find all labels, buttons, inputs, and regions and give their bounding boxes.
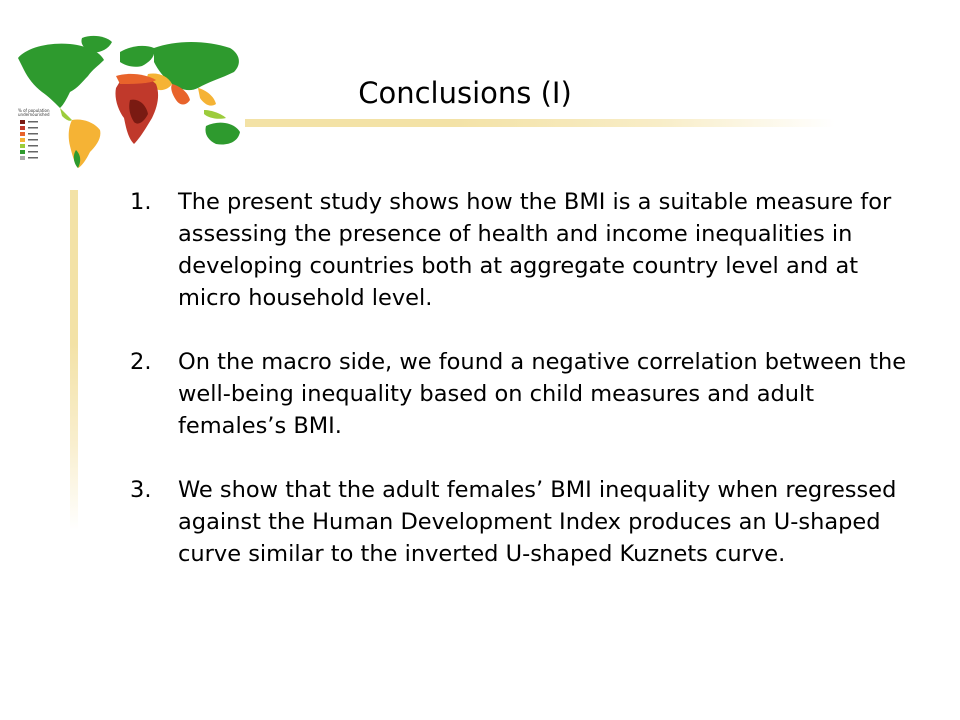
map-north-america xyxy=(18,44,104,108)
map-europe xyxy=(120,46,154,67)
list-item-text: The present study shows how the BMI is a suitable measure for assessing the presence of health and income inequalities in developing countries both at aggregate country level and at micro household level. xyxy=(178,189,892,311)
world-map-image xyxy=(8,30,253,170)
map-australia xyxy=(205,123,240,145)
list-item-number: 2. xyxy=(130,349,152,375)
title-accent-bar xyxy=(245,119,835,127)
list-item-text: On the macro side, we found a negative correlation between the well-being inequality based on child measures and adult females’s BMI. xyxy=(178,349,907,439)
conclusions-list xyxy=(130,186,930,602)
list-item-number: 1. xyxy=(130,189,152,215)
svg-text:% of population: % of population xyxy=(18,108,50,113)
list-item xyxy=(130,474,930,570)
list-item xyxy=(130,346,930,442)
list-item-number: 3. xyxy=(130,477,152,503)
list-item-text: We show that the adult females’ BMI inequality when regressed against the Human Development Index produces an U-shaped curve similar to the inverted U-shaped Kuznets curve. xyxy=(178,477,897,567)
map-legend xyxy=(18,108,52,160)
map-southeast-asia xyxy=(198,88,216,106)
slide-title: Conclusions (I) xyxy=(358,76,572,110)
map-south-america xyxy=(69,119,101,168)
list-item xyxy=(130,186,930,314)
side-accent-bar xyxy=(70,190,78,530)
svg-text:undernourished: undernourished xyxy=(18,112,50,117)
map-indonesia xyxy=(204,110,226,119)
map-central-america xyxy=(60,108,72,121)
